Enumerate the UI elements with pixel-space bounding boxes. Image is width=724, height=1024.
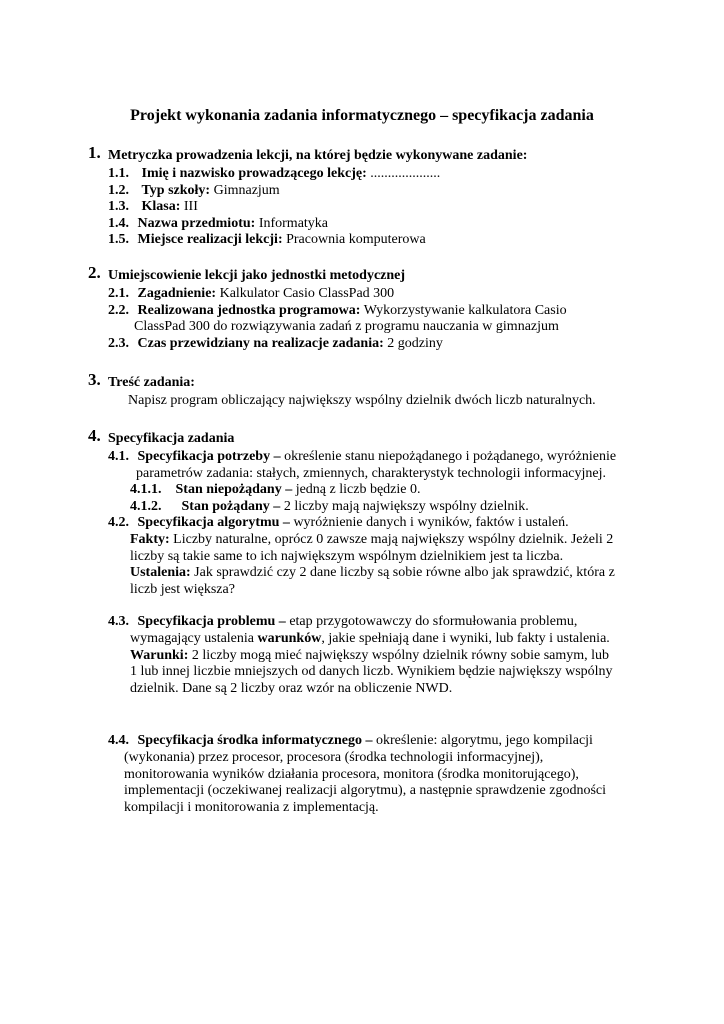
item-2-2-continuation: ClassPad 300 do rozwiązywania zadań z programu nauczania w gimnazjum xyxy=(134,319,559,335)
item-1-3: 1.3. Klasa: III xyxy=(108,199,198,215)
item-4-4-line-4: implementacji (oczekiwanej realizacji algorytmu), a następnie sprawdzenie zgodności xyxy=(124,783,607,799)
facts-line-2: liczby są takie same to ich największym wspólnym dzielnikiem jest ta liczba. xyxy=(130,548,564,564)
section-1-heading xyxy=(88,143,684,166)
section-title: Treść zadania: xyxy=(108,375,195,390)
item-1-5: 1.5. Miejsce realizacji lekcji: Pracownia komputerowa xyxy=(108,232,426,248)
section-4 xyxy=(88,426,684,816)
item-4-1-2: 4.1.2. Stan pożądany – 2 liczby mają największy wspólny dzielnik. xyxy=(130,498,529,514)
settlements-line-1: Ustalenia: Jak sprawdzić czy 2 dane liczby są sobie równe albo jak sprawdzić, która z xyxy=(130,565,615,581)
item-4-1-continuation: parametrów zadania: stałych, zmiennych, charakterystyk technologii informacyjnej. xyxy=(136,465,606,481)
section-3-heading xyxy=(88,370,684,393)
item-4-3-continuation: wymagający ustalenia warunków, jakie spełniają dane i wyniki, lub fakty i ustalenia. xyxy=(130,630,610,646)
item-1-4: 1.4. Nazwa przedmiotu: Informatyka xyxy=(108,215,329,231)
section-2-heading xyxy=(88,263,684,286)
settlements-line-2: liczb jest większa? xyxy=(130,581,235,597)
section-title: Specyfikacja zadania xyxy=(108,431,235,446)
item-4-4-line-2: (wykonania) przez procesor, procesora (środka technologii informacyjnej), xyxy=(124,749,544,765)
item-4-4: 4.4. Specyfikacja środka informatycznego – określenie: algorytmu, jego kompilacji xyxy=(108,733,593,749)
section-title: Umiejscowienie lekcji jako jednostki metodycznej xyxy=(108,268,406,283)
section-number: 3. xyxy=(88,370,101,389)
document-title: Projekt wykonania zadania informatycznego – specyfikacja zadania xyxy=(130,107,594,124)
section-1 xyxy=(88,143,684,249)
item-4-4-line-5: kompilacji i monitorowania z implementacją. xyxy=(124,799,379,815)
item-2-2: 2.2. Realizowana jednostka programowa: Wykorzystywanie kalkulatora Casio xyxy=(108,302,567,318)
item-4-1: 4.1. Specyfikacja potrzeby – określenie stanu niepożądanego i pożądanego, wyróżnienie xyxy=(108,449,617,464)
item-4-1-1: 4.1.1. Stan niepożądany – jedną z liczb będzie 0. xyxy=(130,482,421,498)
item-4-2: 4.2. Specyfikacja algorytmu – wyróżnienie danych i wyników, faktów i ustaleń. xyxy=(108,515,569,531)
item-2-1: 2.1. Zagadnienie: Kalkulator Casio ClassPad 300 xyxy=(108,286,395,301)
task-content: Napisz program obliczający największy wspólny dzielnik dwóch liczb naturalnych. xyxy=(128,393,596,408)
conditions-line-2: 1 lub innej liczbie mniejszych od danych liczb. Wynikiem będzie największy wspólny xyxy=(130,664,613,680)
section-4-heading xyxy=(88,426,684,449)
section-number: 2. xyxy=(88,263,101,282)
section-3 xyxy=(88,370,684,410)
item-1-2: 1.2. Typ szkoły: Gimnazjum xyxy=(108,182,280,198)
conditions-line-3: dzielnik. Dane są 2 liczby oraz wzór na obliczenie NWD. xyxy=(130,680,453,696)
section-2 xyxy=(88,263,684,352)
conditions-line-1: Warunki: 2 liczby mogą mieć największy wspólny dzielnik równy sobie samym, lub xyxy=(130,647,610,663)
facts-line-1: Fakty: Liczby naturalne, oprócz 0 zawsze mają największy wspólny dzielnik. Jeżeli 2 xyxy=(130,531,614,547)
item-2-3: 2.3. Czas przewidziany na realizacje zadania: 2 godziny xyxy=(108,335,443,351)
item-4-4-line-3: monitorowania wyników działania procesora, monitora (środka monitorującego), xyxy=(124,766,579,782)
section-number: 1. xyxy=(88,143,101,162)
section-title: Metryczka prowadzenia lekcji, na której będzie wykonywane zadanie: xyxy=(108,148,528,163)
item-4-3: 4.3. Specyfikacja problemu – etap przygotowawczy do sformułowania problemu, xyxy=(108,614,578,630)
section-number: 4. xyxy=(88,426,101,445)
item-1-1: 1.1. Imię i nazwisko prowadzącego lekcję: .................... xyxy=(108,166,441,181)
